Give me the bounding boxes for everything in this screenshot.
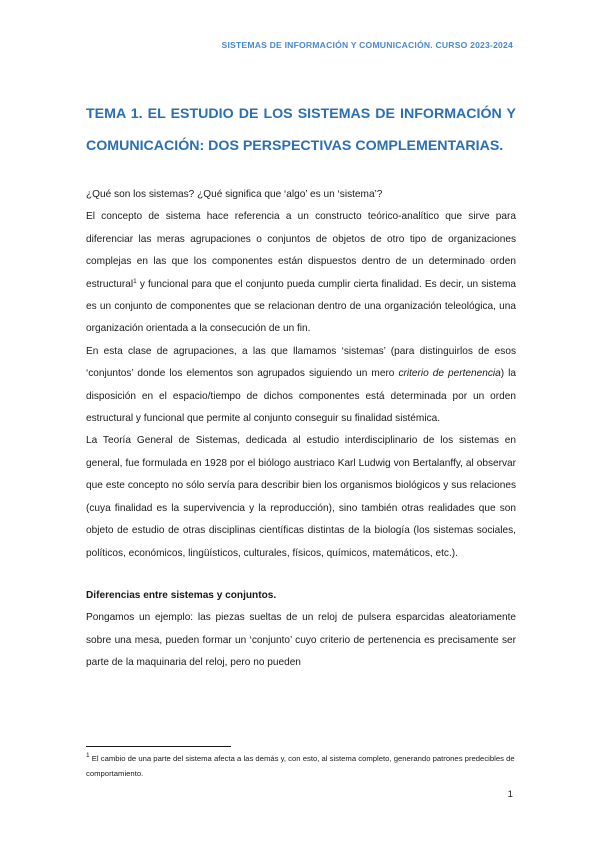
section-gap	[86, 565, 516, 585]
section-subheading: Diferencias entre sistemas y conjuntos.	[86, 589, 277, 601]
footnote-reference[interactable]: 1	[133, 277, 137, 285]
document-title: TEMA 1. EL ESTUDIO DE LOS SISTEMAS DE INFORMACIÓN Y COMUNICACIÓN: DOS PERSPECTIVAS COMPLEMENTARIAS.	[86, 106, 516, 154]
page-number: 1	[507, 789, 513, 800]
footnote-text: El cambio de una parte del sistema afecta a las demás y, con esto, al sistema completo, generando patrones predecibles de comportamiento.	[86, 754, 515, 778]
paragraph-4: Pongamos un ejemplo: las piezas sueltas de un reloj de pulsera esparcidas aleatoriamente sobre una mesa, pueden formar un ‘conjunto’ cuyo criterio de pertenencia es precisamente ser parte de la maquinaria del reloj, pero no pueden	[86, 612, 516, 669]
footnote-divider	[86, 746, 231, 747]
document-body	[86, 184, 516, 675]
footnote	[86, 751, 516, 781]
paragraph-2-emphasis: criterio de pertenencia	[398, 368, 501, 380]
paragraph-1	[86, 206, 516, 340]
running-header: SISTEMAS DE INFORMACIÓN Y COMUNICACIÓN. CURSO 2023-2024	[221, 40, 513, 50]
paragraph-1-text-b: y funcional para que el conjunto pueda cumplir cierta finalidad. Es decir, un sistema es un conjunto de componentes que se relacionan dentro de una organización teleológica, una organización orientada a la consecución de un fin.	[86, 278, 516, 335]
paragraph-2	[86, 341, 516, 431]
question-heading: ¿Qué son los sistemas? ¿Qué significa que ‘algo’ es un ‘sistema’?	[86, 189, 383, 200]
footnote-number: 1	[86, 752, 90, 759]
paragraph-3: La Teoría General de Sistemas, dedicada al estudio interdisciplinario de los sistemas en general, fue formulada en 1928 por el biólogo austriaco Karl Ludwig von Bertalanffy, al observar que este concepto no sólo servía para describir bien los organismos biológicos y sus relaciones (cuya finalidad es la supervivencia y la reproducción), sino también otras realidades que son objeto de estudio de otras disciplinas científicas distintas de la biología (los sistemas sociales, políticos, económicos, lingüísticos, culturales, físicos, químicos, matemáticos, etc.).	[86, 435, 516, 559]
paragraph-1-text-a: El concepto de sistema hace referencia a un constructo teórico-analítico que sirve para diferenciar las meras agrupaciones o conjuntos de objetos de otro tipo de organizaciones complejas en las que los componentes están dispuestos dentro de un determinado orden estructural	[86, 211, 516, 290]
paragraph-2-text-b: ) la disposición en el espacio/tiempo de dichos componentes está determinada por un orden estructural y funcional que permite al conjunto conseguir su finalidad sistémica.	[86, 368, 517, 425]
paragraph-2-text-a: En esta clase de agrupaciones, a las que llamamos ‘sistemas’ (para distinguirlos de esos ‘conjuntos’ donde los elementos son agrupados siguiendo un mero	[86, 345, 516, 380]
